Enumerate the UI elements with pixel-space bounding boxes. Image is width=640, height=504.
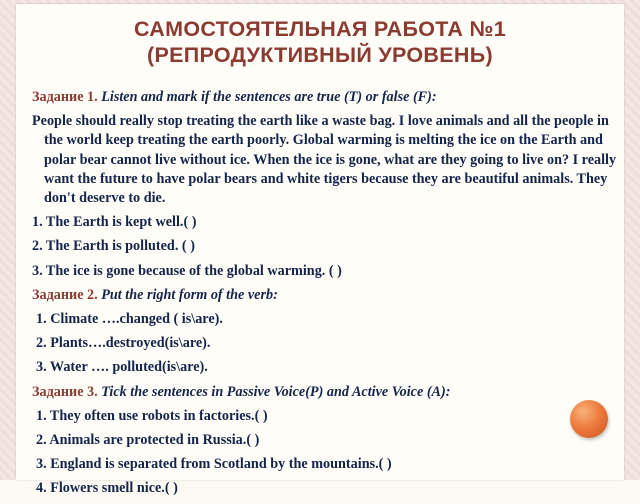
task3-instruction: Tick the sentences in Passive Voice(P) and Active Voice (A): [101, 383, 451, 400]
title-line-2: (РЕПРОДУКТИВНЫЙ УРОВЕНЬ) [147, 43, 493, 67]
decorative-circle-icon [570, 400, 608, 438]
slide-content [32, 88, 620, 504]
slide [16, 4, 624, 497]
task2-label: Задание 2. [32, 286, 98, 303]
task1-item: 2. The Earth is polluted. ( ) [32, 238, 195, 255]
task3-item: 3. England is separated from Scotland by the mountains.( ) [36, 456, 392, 473]
task1-item: 3. The ice is gone because of the global warming. ( ) [32, 262, 342, 279]
task2-instruction: Put the right form of the verb: [101, 286, 278, 303]
task3-item: 4. Flowers smell nice.( ) [36, 480, 178, 497]
task3-item: 2. Animals are protected in Russia.( ) [36, 432, 260, 449]
task1-instruction: Listen and mark if the sentences are true (T) or false (F): [101, 89, 437, 105]
title-line-1: САМОСТОЯТЕЛЬНАЯ РАБОТА №1 [134, 17, 506, 41]
task2-item: 2. Plants….destroyed(is\are). [36, 335, 211, 352]
task3-label: Задание 3. [32, 383, 98, 400]
task2-item: 1. Climate ….changed ( is\are). [36, 311, 223, 328]
task1-label: Задание 1. [32, 89, 98, 105]
task3-heading [32, 383, 620, 402]
task3-item: 1. They often use robots in factories.( ) [36, 407, 268, 424]
slide-title [16, 16, 624, 68]
task1-heading [32, 88, 620, 107]
task2-item: 3. Water …. polluted(is\are). [36, 359, 208, 376]
task1-item: 1. The Earth is kept well.( ) [32, 214, 197, 231]
task1-text: People should really stop treating the earth like a waste bag. I love animals and all the people in the world keep treating the earth poorly. Global warming is melting the ice on the Earth and polar bear cannot live without ice. When the ice is gone, what are they going to live on? I really want the future to have polar bears and white tigers because they are beautiful animals. They don't deserve to die. [32, 113, 617, 207]
task2-heading [32, 286, 620, 305]
